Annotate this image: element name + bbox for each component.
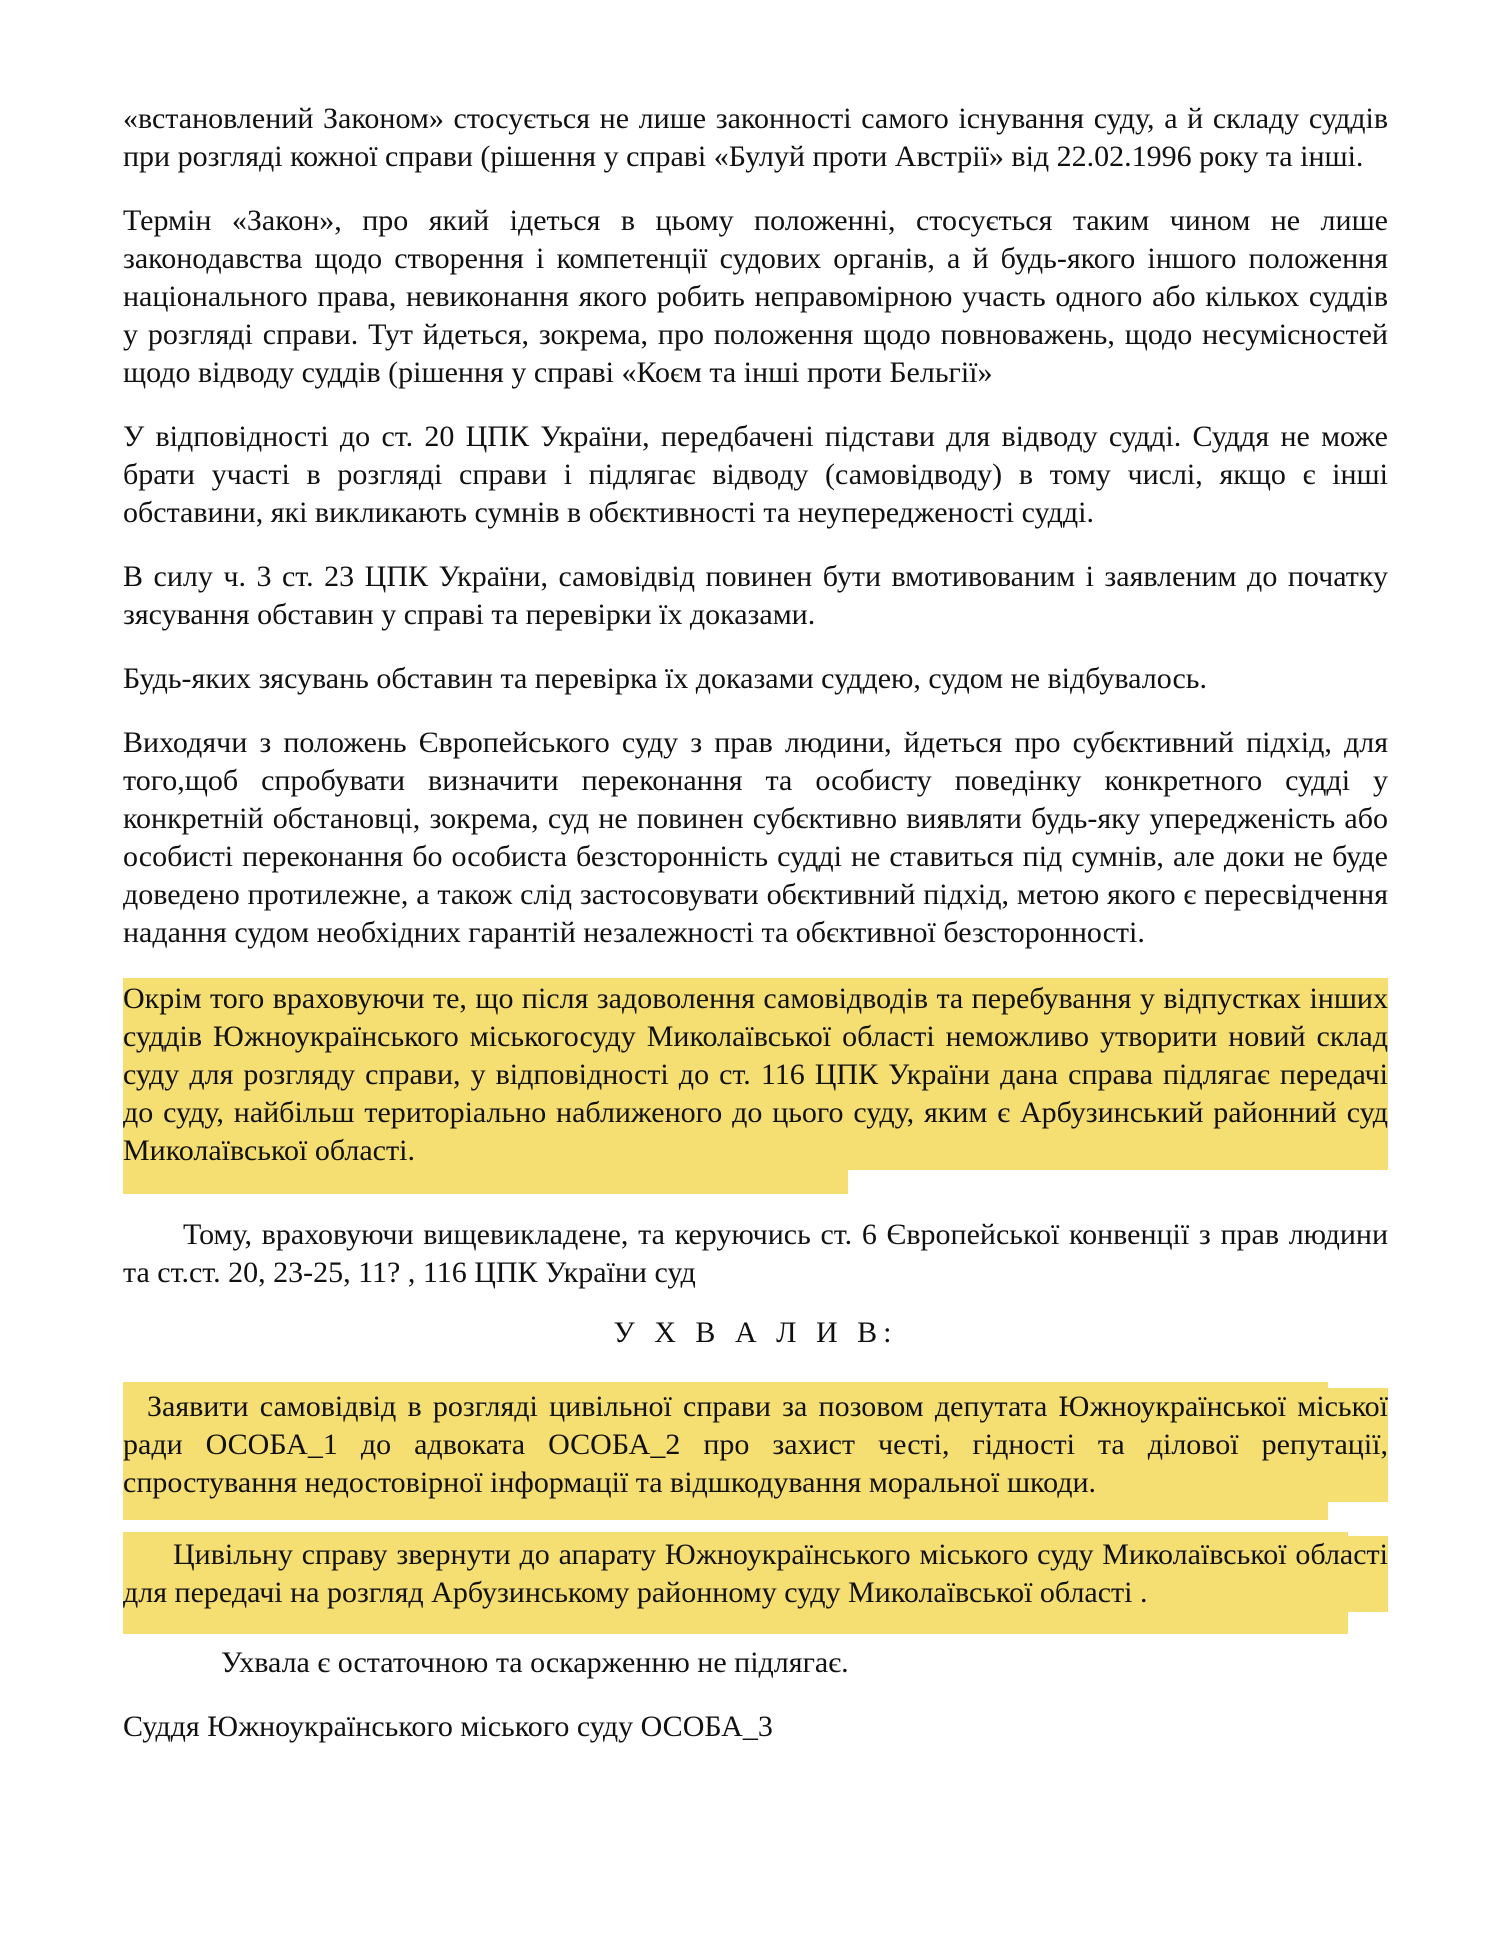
paragraph-established-by-law: «встановлений Законом» стосується не лише законності самого існування суду, а й складу суддів при розгляді кожної справи (рішення у справі «Булуй проти Австрії» від 22.02.1996 року та інші. (123, 102, 1388, 173)
paragraph-article-23: В силу ч. 3 ст. 23 ЦПК України, самовідвід повинен бути вмотивованим і заявленим до початку зясування обставин у справі та перевірки їх доказами. (123, 560, 1388, 631)
paragraph-transfer-case: Окрім того враховуючи те, що після задоволення самовідводів та перебування у відпустках інших суддів Южноукраїнського міськогосуду Миколаївської області неможливо утворити новий склад суду для розгляду справи, у відповідності до ст. 116 ЦПК України дана справа підлягає передачі до суду, найбільш територіально наближеного до цього суду, яким є Арбузинський районний суд Миколаївської області. (123, 978, 1388, 1170)
highlighted-block-ruling-1 (123, 1382, 1388, 1520)
highlight-tail (123, 1170, 848, 1194)
paragraph-article-20: У відповідності до ст. 20 ЦПК України, передбачені підстави для відводу судді. Суддя не може брати участі в розгляді справи і підлягає відводу (самовідводу) в тому числі, якщо є інші обставини, які викликають сумнів в обєктивності та неупередженості судді. (123, 420, 1388, 529)
document-page (123, 100, 1388, 1772)
paragraph-conclusion: Тому, враховуючи вищевикладене, та керуючись ст. 6 Європейської конвенції з прав людини та ст.ст. 20, 23-25, 11? , 116 ЦПК України суд (123, 1218, 1388, 1289)
ruling-heading: У Х В А Л И В: (613, 1316, 898, 1349)
paragraph-no-clarification: Будь-яких зясувань обставин та перевірка їх доказами суддею, судом не відбувалось. (123, 662, 1207, 695)
paragraph-term-law: Термін «Закон», про який ідеться в цьому положенні, стосується таким чином не лише законодавства щодо створення і компетенції судових органів, а й будь-якого іншого положення національного права, невиконання якого робить неправомірною участь одного або кількох суддів у розгляді справи. Тут йдеться, зокрема, про положення щодо повноважень, щодо несумісностей щодо відводу суддів (рішення у справі «Коєм та інші проти Бельгії» (123, 204, 1388, 389)
paragraph-echr-approach: Виходячи з положень Європейського суду з прав людини, йдеться про субєктивний підхід, для того,щоб спробувати визначити переконання та особисту поведінку конкретного судді у конкретній обстановці, зокрема, суд не повинен субєктивно виявляти будь-яку упередженість або особисті переконання бо особиста безсторонність судді не ставиться під сумнів, але доки не буде доведено протилежне, а також слід застосовувати обєктивний підхід, метою якого є пересвідчення надання судом необхідних гарантій незалежності та обєктивної безсторонності. (123, 726, 1388, 949)
judge-signature: Суддя Южноукраїнського міського суду ОСОБА_3 (123, 1710, 773, 1743)
highlighted-block-transfer (123, 978, 1388, 1194)
ruling-item-transfer: Цивільну справу звернути до апарату Южноукраїнського міського суду Миколаївської області для передачі на розгляд Арбузинському районному суду Миколаївської області . (123, 1536, 1388, 1612)
finality-statement: Ухвала є остаточною та оскарженню не підлягає. (221, 1646, 849, 1679)
ruling-item-recusal: Заявити самовідвід в розгляді цивільної справи за позовом депутата Южноукраїнської міської ради ОСОБА_1 до адвоката ОСОБА_2 про захист честі, гідності та ділової репутації, спростування недостовірної інформації та відшкодування моральної шкоди. (123, 1388, 1388, 1502)
highlighted-block-ruling-2 (123, 1532, 1388, 1634)
